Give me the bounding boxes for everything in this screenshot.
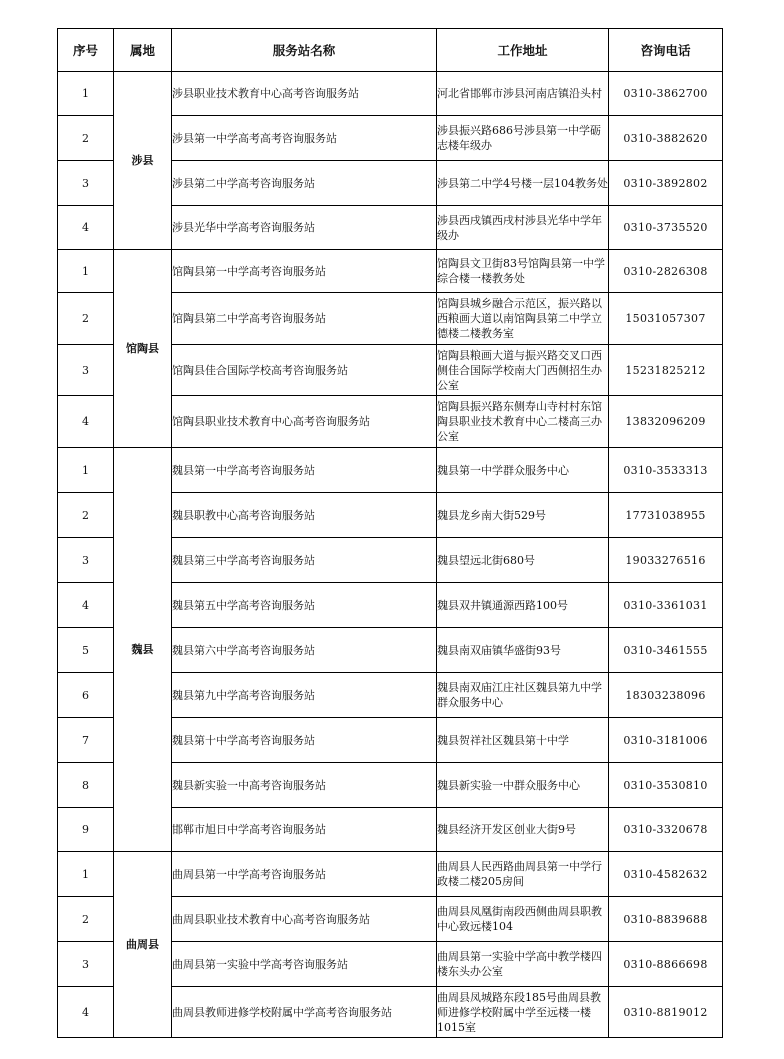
station-phone: 13832096209 (609, 396, 723, 448)
station-phone: 0310-3530810 (609, 763, 723, 808)
station-address: 涉县振兴路686号涉县第一中学砺志楼年级办 (437, 116, 609, 161)
station-name: 曲周县第一中学高考咨询服务站 (172, 852, 437, 897)
station-name: 魏县新实验一中高考咨询服务站 (172, 763, 437, 808)
station-phone: 0310-3862700 (609, 72, 723, 116)
row-index: 2 (58, 293, 114, 345)
station-name: 涉县职业技术教育中心高考咨询服务站 (172, 72, 437, 116)
station-address: 魏县龙乡南大街529号 (437, 493, 609, 538)
row-index: 8 (58, 763, 114, 808)
row-index: 4 (58, 987, 114, 1038)
station-address: 涉县西戌镇西戌村涉县光华中学年级办 (437, 206, 609, 250)
row-index: 5 (58, 628, 114, 673)
row-index: 3 (58, 345, 114, 396)
station-name: 魏县职教中心高考咨询服务站 (172, 493, 437, 538)
station-phone: 0310-3320678 (609, 808, 723, 852)
row-index: 4 (58, 396, 114, 448)
station-phone: 0310-3892802 (609, 161, 723, 206)
table-row (58, 250, 723, 293)
area-cell: 馆陶县 (114, 250, 172, 448)
row-index: 3 (58, 538, 114, 583)
station-address: 馆陶县粮画大道与振兴路交叉口西侧佳合国际学校南大门西侧招生办公室 (437, 345, 609, 396)
station-address: 曲周县凤城路东段185号曲周县教师进修学校附属中学至远楼一楼1015室 (437, 987, 609, 1038)
station-phone: 0310-3361031 (609, 583, 723, 628)
station-address: 馆陶县文卫街83号馆陶县第一中学综合楼一楼教务处 (437, 250, 609, 293)
station-phone: 19033276516 (609, 538, 723, 583)
station-phone: 18303238096 (609, 673, 723, 718)
station-phone: 0310-8819012 (609, 987, 723, 1038)
row-index: 7 (58, 718, 114, 763)
station-name: 魏县第九中学高考咨询服务站 (172, 673, 437, 718)
row-index: 6 (58, 673, 114, 718)
row-index: 1 (58, 250, 114, 293)
header-station-name: 服务站名称 (172, 29, 437, 72)
table-header-row (58, 29, 723, 72)
row-index: 4 (58, 206, 114, 250)
station-address: 魏县南双庙江庄社区魏县第九中学群众服务中心 (437, 673, 609, 718)
table-row (58, 448, 723, 493)
station-name: 馆陶县佳合国际学校高考咨询服务站 (172, 345, 437, 396)
row-index: 3 (58, 942, 114, 987)
station-phone: 0310-3882620 (609, 116, 723, 161)
station-name: 魏县第六中学高考咨询服务站 (172, 628, 437, 673)
station-phone: 17731038955 (609, 493, 723, 538)
station-name: 魏县第五中学高考咨询服务站 (172, 583, 437, 628)
station-phone: 15231825212 (609, 345, 723, 396)
station-name: 魏县第三中学高考咨询服务站 (172, 538, 437, 583)
station-name: 邯郸市旭日中学高考咨询服务站 (172, 808, 437, 852)
station-name: 曲周县第一实验中学高考咨询服务站 (172, 942, 437, 987)
row-index: 4 (58, 583, 114, 628)
station-name: 涉县第一中学高考高考咨询服务站 (172, 116, 437, 161)
station-name: 涉县第二中学高考咨询服务站 (172, 161, 437, 206)
area-cell: 魏县 (114, 448, 172, 852)
row-index: 2 (58, 897, 114, 942)
station-phone: 0310-8866698 (609, 942, 723, 987)
station-phone: 0310-3533313 (609, 448, 723, 493)
station-phone: 0310-2826308 (609, 250, 723, 293)
station-address: 曲周县第一实验中学高中教学楼四楼东头办公室 (437, 942, 609, 987)
station-address: 魏县第一中学群众服务中心 (437, 448, 609, 493)
row-index: 2 (58, 493, 114, 538)
station-address: 馆陶县振兴路东侧寿山寺村村东馆陶县职业技术教育中心二楼高三办公室 (437, 396, 609, 448)
station-name: 馆陶县职业技术教育中心高考咨询服务站 (172, 396, 437, 448)
service-station-table (57, 28, 723, 1038)
station-phone: 0310-3735520 (609, 206, 723, 250)
station-phone: 0310-3461555 (609, 628, 723, 673)
station-address: 河北省邯郸市涉县河南店镇沿头村 (437, 72, 609, 116)
station-name: 涉县光华中学高考咨询服务站 (172, 206, 437, 250)
station-phone: 0310-4582632 (609, 852, 723, 897)
header-area: 属地 (114, 29, 172, 72)
table-row (58, 852, 723, 897)
station-address: 魏县贺祥社区魏县第十中学 (437, 718, 609, 763)
station-phone: 0310-3181006 (609, 718, 723, 763)
header-address: 工作地址 (437, 29, 609, 72)
station-name: 馆陶县第一中学高考咨询服务站 (172, 250, 437, 293)
station-name: 曲周县教师进修学校附属中学高考咨询服务站 (172, 987, 437, 1038)
row-index: 3 (58, 161, 114, 206)
station-name: 馆陶县第二中学高考咨询服务站 (172, 293, 437, 345)
station-address: 馆陶县城乡融合示范区，振兴路以西粮画大道以南馆陶县第二中学立德楼二楼教务室 (437, 293, 609, 345)
row-index: 9 (58, 808, 114, 852)
area-cell: 涉县 (114, 72, 172, 250)
station-name: 魏县第一中学高考咨询服务站 (172, 448, 437, 493)
station-address: 曲周县凤凰街南段西侧曲周县职教中心致远楼104 (437, 897, 609, 942)
station-address: 魏县望远北街680号 (437, 538, 609, 583)
station-address: 曲周县人民西路曲周县第一中学行政楼二楼205房间 (437, 852, 609, 897)
station-address: 涉县第二中学4号楼一层104教务处 (437, 161, 609, 206)
row-index: 2 (58, 116, 114, 161)
station-address: 魏县双井镇通源西路100号 (437, 583, 609, 628)
row-index: 1 (58, 448, 114, 493)
area-cell: 曲周县 (114, 852, 172, 1038)
station-phone: 0310-8839688 (609, 897, 723, 942)
header-phone: 咨询电话 (609, 29, 723, 72)
table-row (58, 72, 723, 116)
station-address: 魏县新实验一中群众服务中心 (437, 763, 609, 808)
station-name: 曲周县职业技术教育中心高考咨询服务站 (172, 897, 437, 942)
header-index: 序号 (58, 29, 114, 72)
station-phone: 15031057307 (609, 293, 723, 345)
row-index: 1 (58, 72, 114, 116)
station-address: 魏县经济开发区创业大街9号 (437, 808, 609, 852)
station-address: 魏县南双庙镇华盛街93号 (437, 628, 609, 673)
station-name: 魏县第十中学高考咨询服务站 (172, 718, 437, 763)
row-index: 1 (58, 852, 114, 897)
